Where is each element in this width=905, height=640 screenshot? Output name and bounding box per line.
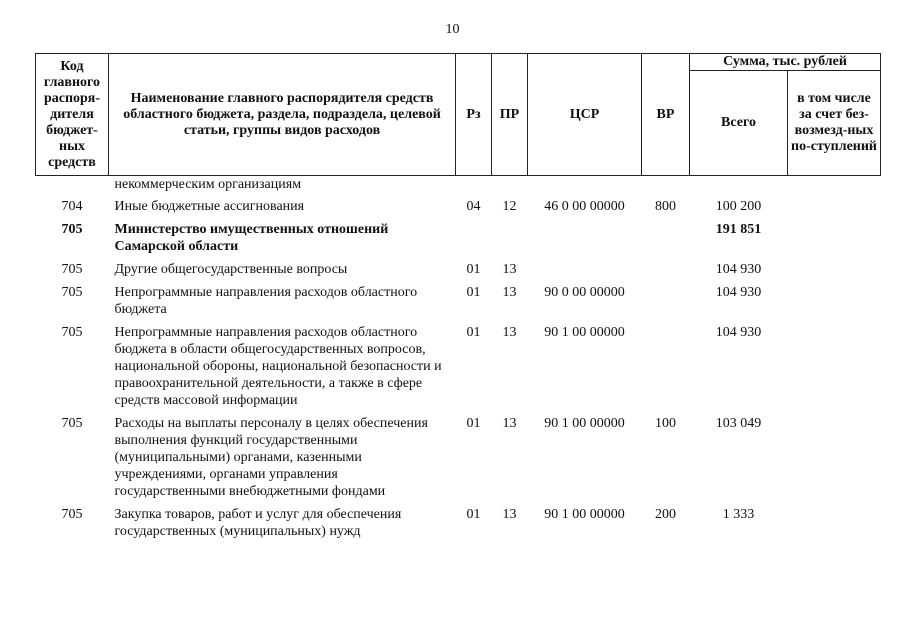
header-total: Всего [690, 71, 788, 176]
cell-rz [456, 218, 492, 258]
cell-code: 705 [61, 262, 83, 277]
header-sum: Сумма, тыс. рублей [690, 54, 881, 71]
table-row [36, 218, 881, 258]
cell-total: 104 930 [715, 285, 762, 300]
cell-pr: 12 [502, 199, 517, 214]
cell-csr: 90 1 00 00000 [544, 507, 625, 522]
cell-code: 705 [61, 325, 83, 340]
cell-incl [788, 412, 881, 503]
header-code: Код главного распоря-дителя бюджет-ных средств [36, 54, 109, 176]
header-vr: ВР [642, 54, 690, 176]
cell-code: 705 [61, 222, 83, 237]
table-row-continuation [36, 176, 881, 196]
cell-code: 705 [61, 416, 83, 431]
cell-name: Непрограммные направления расходов областного бюджета [114, 285, 418, 317]
cell-total: 191 851 [715, 222, 762, 237]
cell-vr [642, 218, 690, 258]
cell-incl [788, 258, 881, 281]
table-row [36, 195, 881, 218]
cell-csr: 90 1 00 00000 [544, 325, 625, 340]
table-row [36, 503, 881, 543]
cell-code: 705 [61, 507, 83, 522]
cell-vr: 100 [655, 416, 676, 431]
cell-total: 1 333 [722, 507, 755, 522]
cell-csr: 46 0 00 00000 [544, 199, 625, 214]
cell-rz: 04 [466, 199, 481, 214]
cell-pr: 13 [502, 325, 517, 340]
cell-csr: 90 0 00 00000 [544, 285, 625, 300]
cell-incl [788, 218, 881, 258]
cell-name: Закупка товаров, работ и услуг для обеспечения государственных (муниципальных) нужд [114, 507, 402, 539]
cell-rz: 01 [466, 416, 481, 431]
cell-vr: 200 [655, 507, 676, 522]
cell-pr: 13 [502, 507, 517, 522]
cell-csr: 90 1 00 00000 [544, 416, 625, 431]
table-body [36, 176, 881, 544]
cell-pr: 13 [502, 285, 517, 300]
header-csr: ЦСР [528, 54, 642, 176]
cell-name: Министерство имущественных отношений Самарской области [114, 222, 389, 254]
cell-name: некоммерческим организациям [114, 177, 302, 192]
cell-vr [642, 321, 690, 412]
cell-incl [788, 503, 881, 543]
cell-incl [788, 281, 881, 321]
cell-csr [528, 258, 642, 281]
cell-vr [642, 281, 690, 321]
cell-code: 704 [61, 199, 83, 214]
cell-rz: 01 [466, 507, 481, 522]
cell-name: Другие общегосударственные вопросы [114, 262, 348, 277]
header-incl: в том числе за счет без-возмезд-ных по-ступлений [788, 71, 881, 176]
page-number: 10 [445, 22, 460, 37]
header-rz: Рз [456, 54, 492, 176]
cell-incl [788, 195, 881, 218]
cell-rz: 01 [466, 325, 481, 340]
cell-rz: 01 [466, 285, 481, 300]
budget-table [35, 53, 881, 543]
cell-total: 100 200 [715, 199, 762, 214]
cell-total: 104 930 [715, 262, 762, 277]
header-pr: ПР [492, 54, 528, 176]
cell-vr [642, 258, 690, 281]
cell-pr: 13 [502, 416, 517, 431]
cell-pr: 13 [502, 262, 517, 277]
cell-total: 103 049 [715, 416, 762, 431]
cell-code [36, 176, 109, 196]
table-row [36, 281, 881, 321]
table-row [36, 321, 881, 412]
cell-csr [528, 218, 642, 258]
cell-code: 705 [61, 285, 83, 300]
header-name: Наименование главного распорядителя средств областного бюджета, раздела, подраздела, целевой статьи, группы видов расходов [109, 54, 456, 176]
cell-name: Расходы на выплаты персоналу в целях обеспечения выполнения функций государственными (муниципальными) органами, казенными учреждениями, органами управления государственными внебюджетными фондами [114, 416, 428, 499]
cell-rz: 01 [466, 262, 481, 277]
cell-incl [788, 321, 881, 412]
cell-name: Иные бюджетные ассигнования [114, 199, 305, 214]
cell-pr [492, 218, 528, 258]
cell-name: Непрограммные направления расходов областного бюджета в области общегосударственных вопросов, национальной обороны, национальной безопасности и правоохранительной деятельности, а также в сфере средств массовой информации [114, 325, 442, 408]
table-row [36, 412, 881, 503]
cell-total: 104 930 [715, 325, 762, 340]
table-header [36, 54, 881, 176]
table-row [36, 258, 881, 281]
cell-vr: 800 [655, 199, 676, 214]
